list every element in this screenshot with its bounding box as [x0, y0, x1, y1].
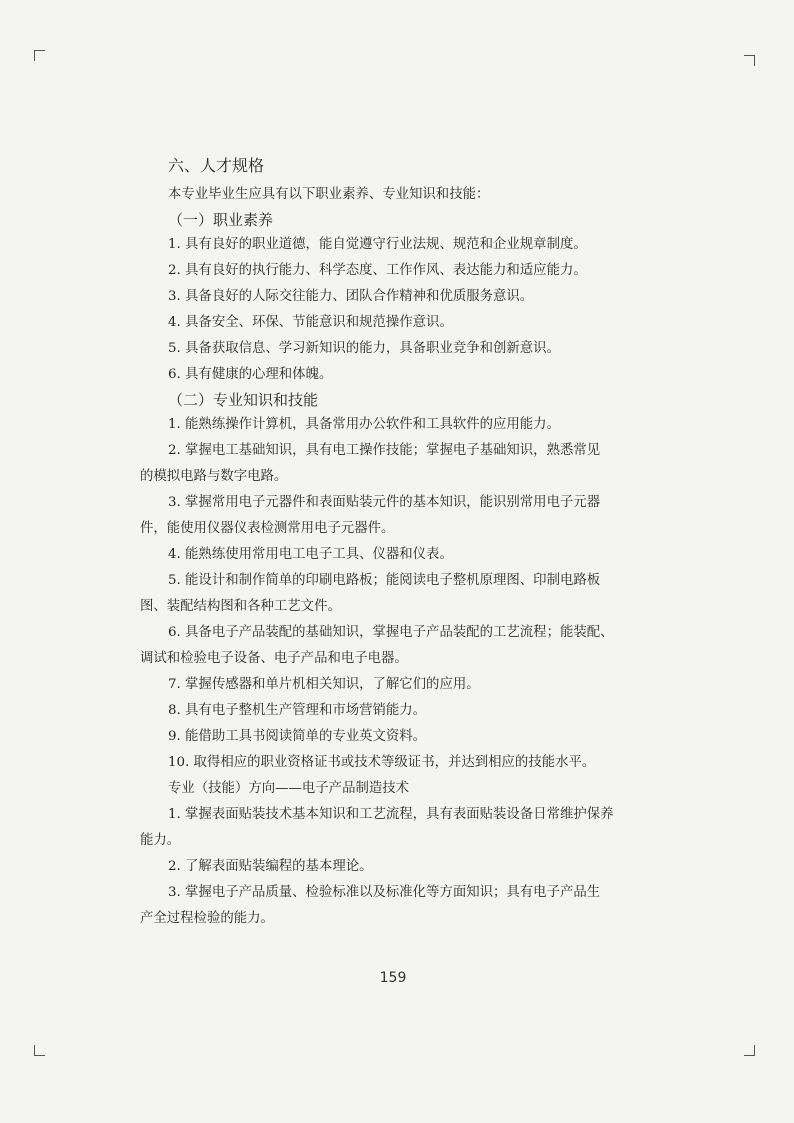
list-item-continuation: 调试和检验电子设备、电子产品和电子电器。 [140, 651, 408, 666]
list-item: 3. 掌握常用电子元器件和表面贴装元件的基本知识，能识别常用电子元器 [168, 495, 601, 510]
crop-mark-bottom-left [34, 1045, 45, 1056]
list-item: 1. 能熟练操作计算机，具备常用办公软件和工具软件的应用能力。 [168, 417, 560, 432]
list-item: 3. 掌握电子产品质量、检验标准以及标准化等方面知识；具有电子产品生 [168, 885, 601, 900]
list-item-continuation: 的模拟电路与数字电路。 [140, 469, 288, 484]
direction-heading: 专业（技能）方向——电子产品制造技术 [168, 781, 410, 796]
list-item: 5. 能设计和制作简单的印刷电路板；能阅读电子整机原理图、印制电路板 [168, 573, 601, 588]
list-item: 8. 具有电子整机生产管理和市场营销能力。 [168, 703, 427, 718]
list-item: 5. 具备获取信息、学习新知识的能力，具备职业竞争和创新意识。 [168, 341, 560, 356]
list-item: 2. 了解表面贴装编程的基本理论。 [168, 859, 373, 874]
part2-heading: （二）专业知识和技能 [168, 391, 319, 409]
part1-list [140, 232, 660, 388]
list-item-continuation: 件，能使用仪器仪表检测常用电子元器件。 [140, 521, 395, 536]
list-item-continuation: 能力。 [140, 833, 181, 848]
list-item: 2. 具有良好的执行能力、科学态度、工作作风、表达能力和适应能力。 [168, 263, 587, 278]
list-item: 1. 掌握表面贴装技术基本知识和工艺流程，具有表面贴装设备日常维护保养 [168, 807, 614, 822]
intro-text: 本专业毕业生应具有以下职业素养、专业知识和技能： [168, 187, 490, 202]
list-item-continuation: 产全过程检验的能力。 [140, 911, 274, 926]
list-item: 6. 具备电子产品装配的基础知识，掌握电子产品装配的工艺流程；能装配、 [168, 625, 614, 640]
list-item-continuation: 图、装配结构图和各种工艺文件。 [140, 599, 341, 614]
list-item: 10. 取得相应的职业资格证书或技术等级证书，并达到相应的技能水平。 [168, 755, 596, 770]
crop-mark-top-right [744, 55, 755, 66]
list-item: 3. 具备良好的人际交往能力、团队合作精神和优质服务意识。 [168, 289, 534, 304]
part2-list [140, 412, 660, 776]
direction-list [140, 802, 660, 932]
list-item: 4. 能熟练使用常用电工电子工具、仪器和仪表。 [168, 547, 453, 562]
page-number: 159 [379, 970, 407, 986]
list-item: 9. 能借助工具书阅读简单的专业英文资料。 [168, 729, 427, 744]
crop-mark-top-left [34, 50, 45, 61]
list-item: 6. 具有健康的心理和体魄。 [168, 367, 333, 382]
part1-heading: （一）职业素养 [168, 211, 274, 229]
list-item: 4. 具备安全、环保、节能意识和规范操作意识。 [168, 315, 453, 330]
list-item: 2. 掌握电工基础知识，具有电工操作技能；掌握电子基础知识，熟悉常见 [168, 443, 601, 458]
list-item: 7. 掌握传感器和单片机相关知识，了解它们的应用。 [168, 677, 480, 692]
crop-mark-bottom-right [744, 1045, 755, 1056]
section-title: 六、人才规格 [168, 156, 265, 175]
page-content [140, 152, 660, 932]
list-item: 1. 具有良好的职业道德，能自觉遵守行业法规、规范和企业规章制度。 [168, 237, 587, 252]
